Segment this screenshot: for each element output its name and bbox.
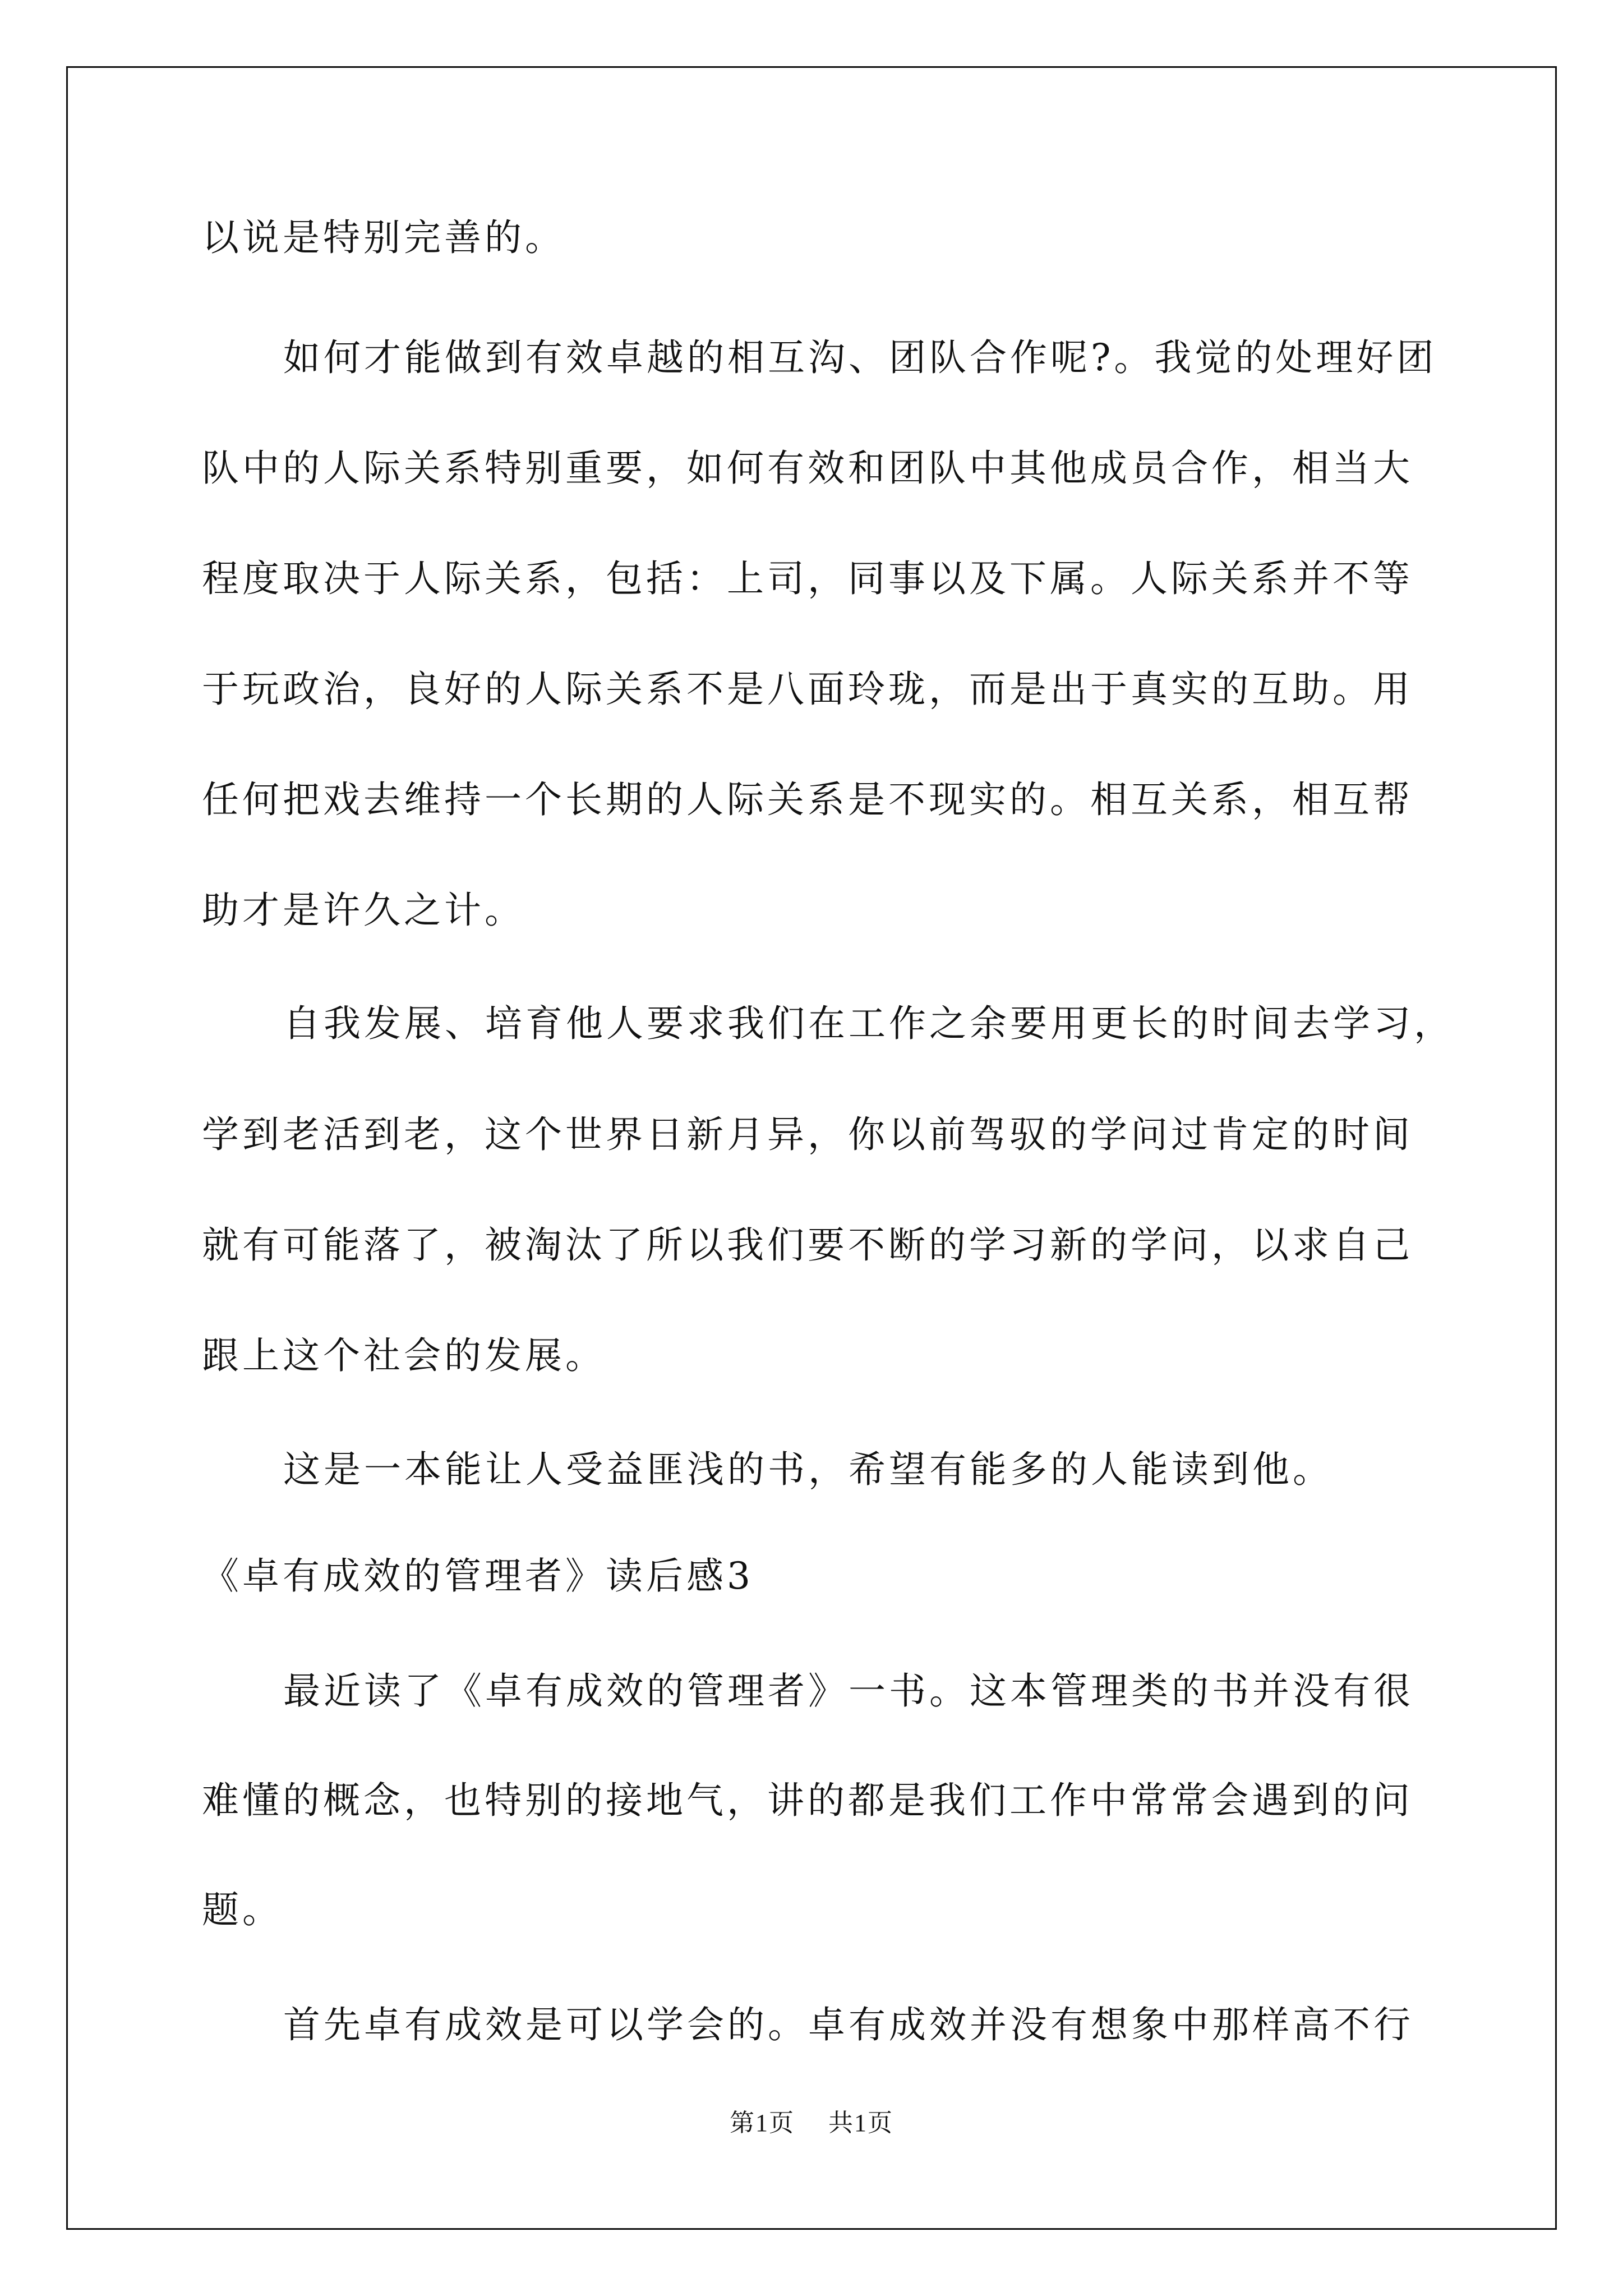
- text-line: 以说是特别完善的。: [202, 216, 565, 259]
- text-line: 跟上这个社会的发展。: [202, 1334, 606, 1377]
- paragraph-start: 这是一本能让人受益匪浅的书，希望有能多的人能读到他。: [283, 1448, 1333, 1491]
- section-heading: 《卓有成效的管理者》读后感3: [202, 1554, 754, 1598]
- paragraph-start: 最近读了《卓有成效的管理者》一书。这本管理类的书并没有很: [283, 1669, 1414, 1713]
- text-line: 队中的人际关系特别重要，如何有效和团队中其他成员合作，相当大: [202, 447, 1413, 490]
- page-total: 共1页: [828, 2109, 893, 2137]
- paragraph-start: 自我发展、培育他人要求我们在工作之余要用更长的时间去学习，: [283, 1002, 1454, 1045]
- text-line: 学到老活到老，这个世界日新月异，你以前驾驭的学问过肯定的时间: [202, 1113, 1413, 1156]
- text-line: 难懂的概念，也特别的接地气，讲的都是我们工作中常常会遇到的问: [202, 1779, 1413, 1822]
- text-line: 就有可能落了，被淘汰了所以我们要不断的学习新的学问，以求自己: [202, 1223, 1413, 1267]
- text-line: 程度取决于人际关系，包括：上司，同事以及下属。人际关系并不等: [202, 557, 1413, 600]
- page-footer: [0, 2102, 1623, 2138]
- text-line: 题。: [202, 1888, 283, 1931]
- paragraph-start: 首先卓有成效是可以学会的。卓有成效并没有想象中那样高不行: [283, 2003, 1414, 2046]
- page-number: 第1页: [730, 2109, 795, 2137]
- text-line: 于玩政治，良好的人际关系不是八面玲珑，而是出于真实的互助。用: [202, 668, 1413, 711]
- text-line: 任何把戏去维持一个长期的人际关系是不现实的。相互关系，相互帮: [202, 778, 1413, 821]
- paragraph-start: 如何才能做到有效卓越的相互沟、团队合作呢?。我觉的处理好团: [283, 336, 1437, 379]
- text-line: 助才是许久之计。: [202, 889, 525, 932]
